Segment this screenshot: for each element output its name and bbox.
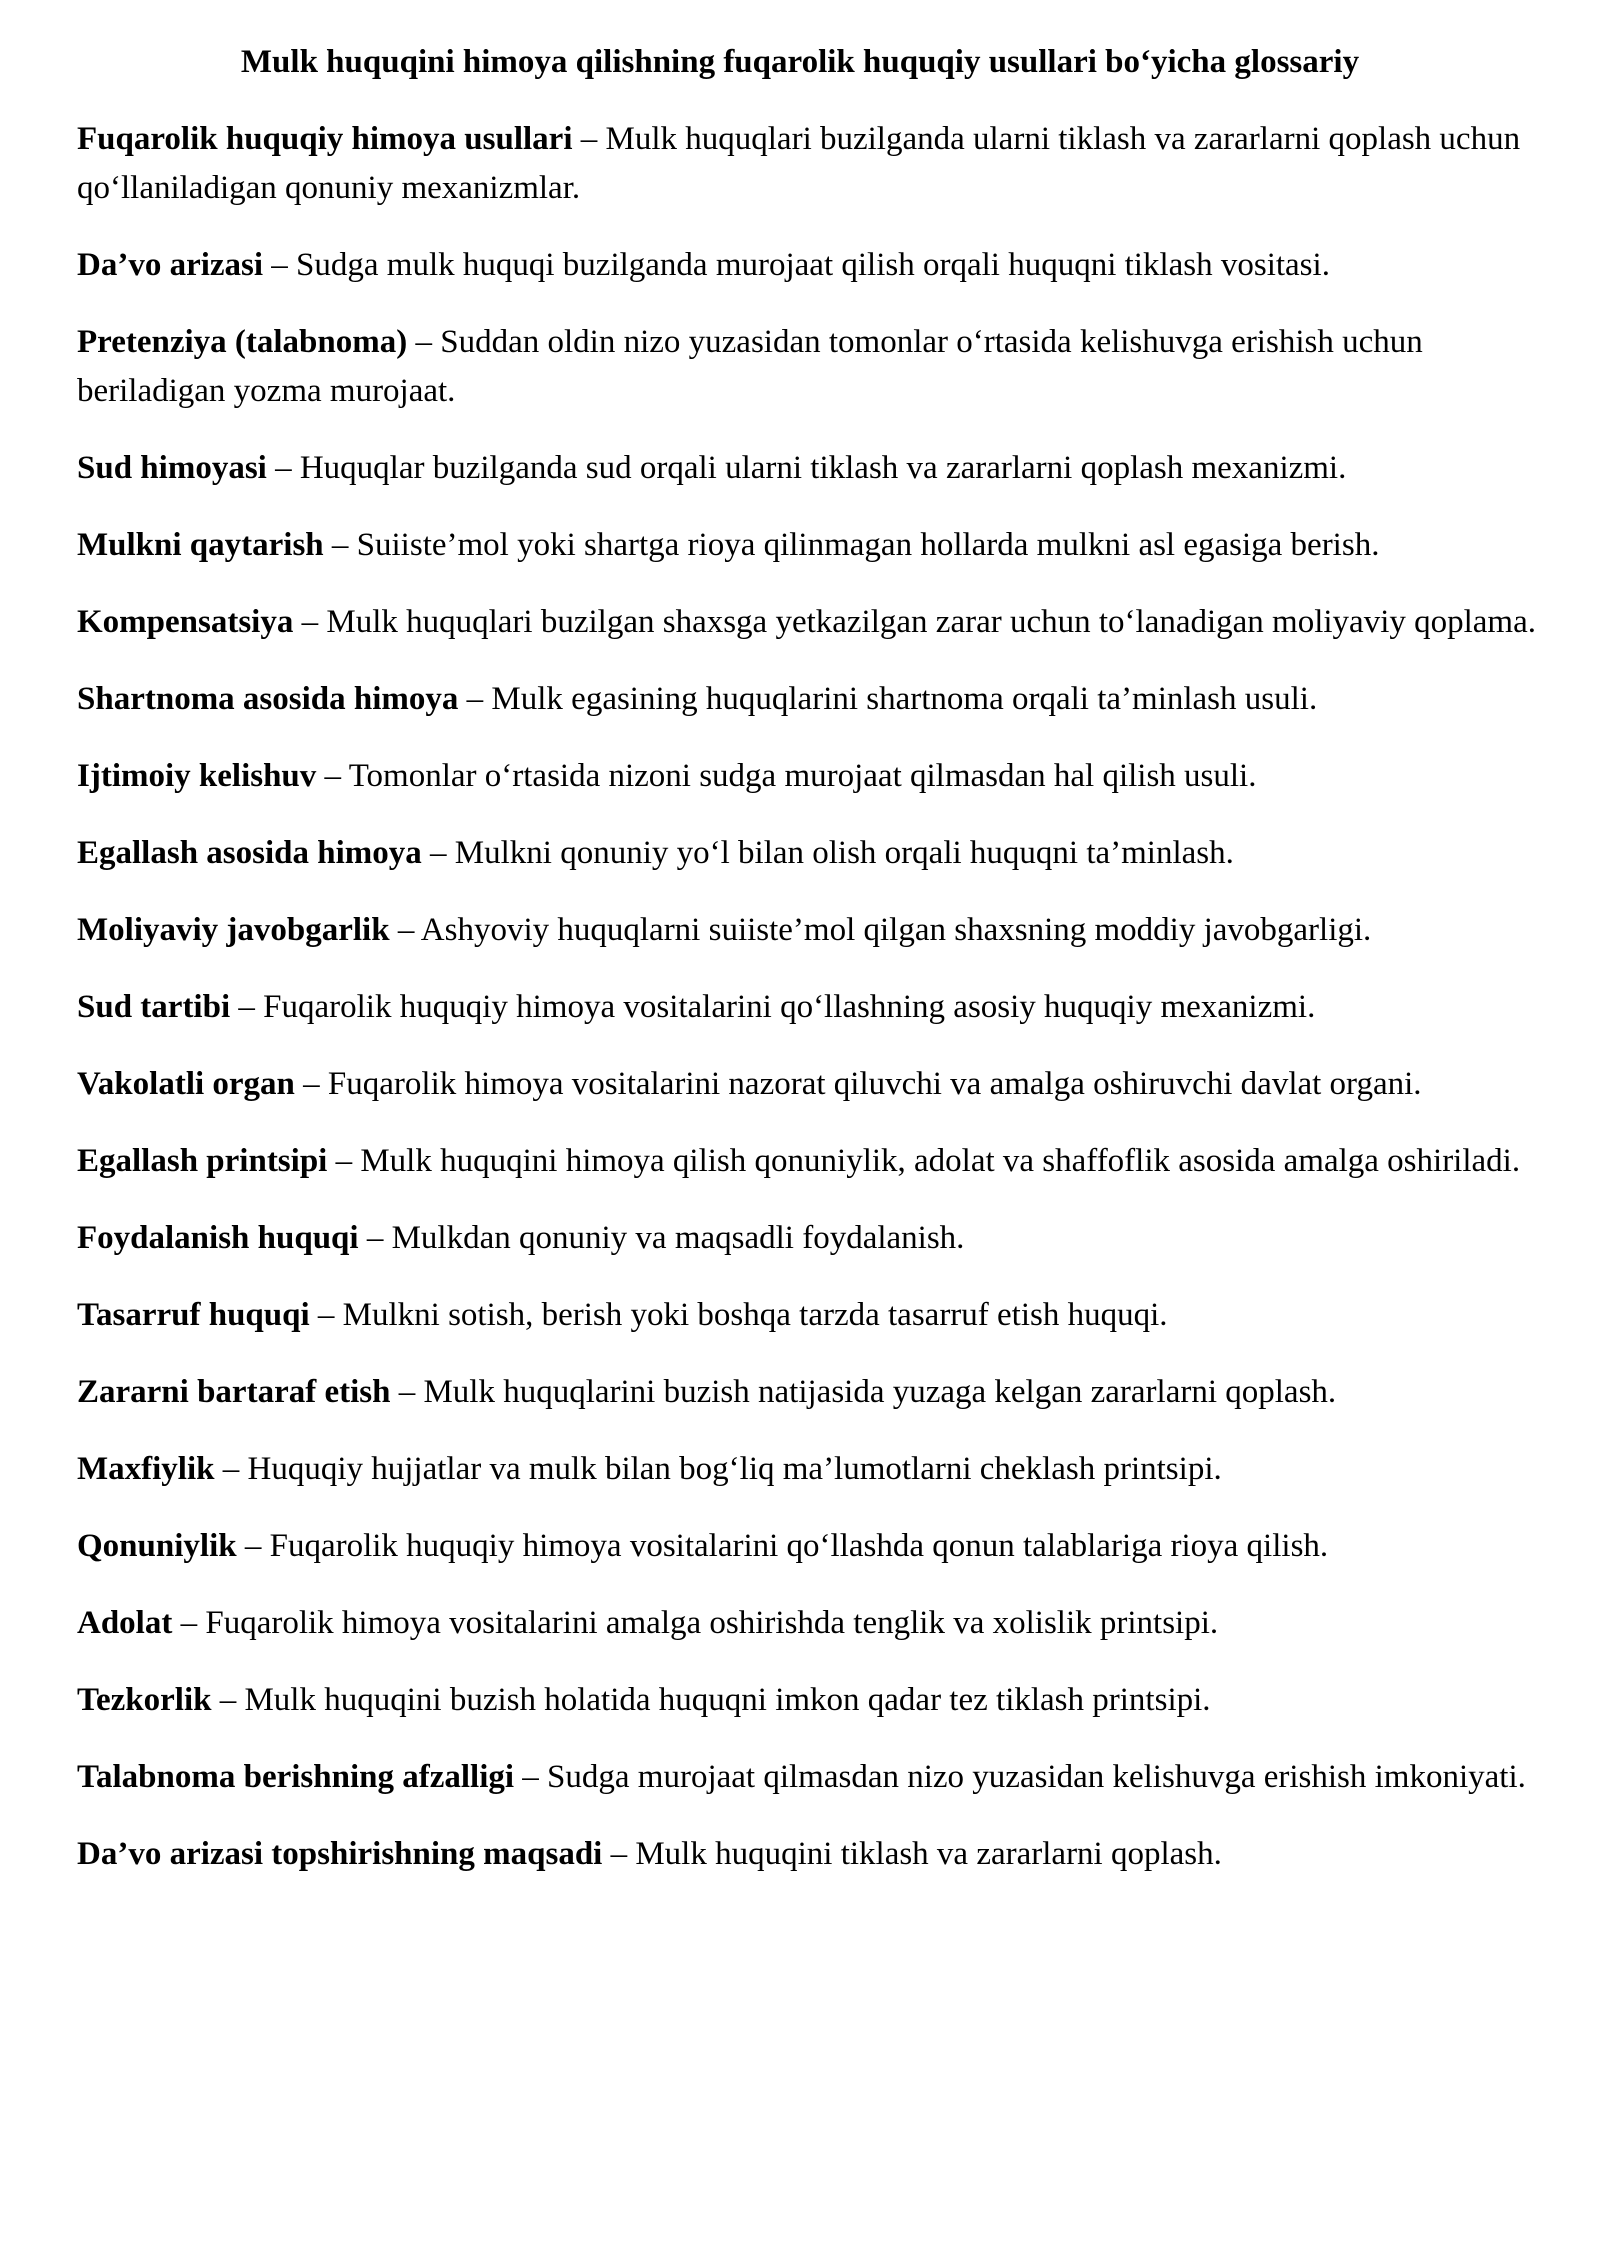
glossary-term: Adolat: [77, 1605, 173, 1641]
glossary-term: Vakolatli organ: [77, 1066, 295, 1102]
glossary-entry: [77, 241, 1547, 290]
term-separator: –: [293, 604, 327, 640]
glossary-definition: Fuqarolik huquqiy himoya vositalarini qo‘llashda qonun talablariga rioya qilish.: [269, 1528, 1329, 1564]
glossary-entry: [77, 675, 1547, 724]
glossary-definition: Fuqarolik himoya vositalarini nazorat qiluvchi va amalga oshiruvchi davlat organi.: [327, 1066, 1422, 1102]
glossary-term: Mulkni qaytarish: [77, 527, 324, 563]
glossary-term: Shartnoma asosida himoya: [77, 681, 459, 717]
glossary-definition: Huquqlar buzilganda sud orqali ularni tiklash va zararlarni qoplash mexanizmi.: [299, 450, 1347, 486]
glossary-entry: [77, 1676, 1547, 1725]
glossary-entry: [77, 983, 1547, 1032]
glossary-definition: Mulk huquqini tiklash va zararlarni qoplash.: [635, 1836, 1222, 1872]
glossary-term: Da’vo arizasi topshirishning maqsadi: [77, 1836, 603, 1872]
glossary-entry: [77, 1291, 1547, 1340]
glossary-term: Egallash printsipi: [77, 1143, 328, 1179]
document-title: Mulk huquqini himoya qilishning fuqarolik huquqiy usullari bo‘yicha glossariy: [240, 44, 1360, 80]
glossary-definition: Suiiste’mol yoki shartga rioya qilinmagan hollarda mulkni asl egasiga berish.: [356, 527, 1380, 563]
glossary-entry: [77, 444, 1547, 493]
term-separator: –: [602, 1836, 636, 1872]
glossary-entry: [77, 1368, 1547, 1417]
term-separator: –: [458, 681, 492, 717]
term-separator: –: [230, 989, 264, 1025]
glossary-entry: [77, 906, 1547, 955]
glossary-definition: Sudga murojaat qilmasdan nizo yuzasidan kelishuvga erishish imkoniyati.: [547, 1759, 1526, 1795]
glossary-definition: Ashyoviy huquqlarni suiiste’mol qilgan shaxsning moddiy javobgarligi.: [420, 912, 1372, 948]
term-separator: –: [407, 324, 441, 360]
term-separator: –: [266, 450, 300, 486]
glossary-term: Sud himoyasi: [77, 450, 267, 486]
glossary-entry: [77, 1753, 1547, 1802]
term-separator: –: [327, 1143, 361, 1179]
glossary-entry: [77, 1445, 1547, 1494]
term-separator: –: [172, 1605, 206, 1641]
glossary-term: Qonuniylik: [77, 1528, 237, 1564]
glossary-definition: Mulkni qonuniy yo‘l bilan olish orqali huquqni ta’minlash.: [454, 835, 1234, 871]
glossary-definition: Mulk egasining huquqlarini shartnoma orqali ta’minlash usuli.: [491, 681, 1318, 717]
glossary-definition: Mulkni sotish, berish yoki boshqa tarzda tasarruf etish huquqi.: [342, 1297, 1168, 1333]
term-separator: –: [316, 758, 349, 794]
glossary-definition: Mulk huquqlari buzilgan shaxsga yetkazilgan zarar uchun to‘lanadigan moliyaviy qoplama.: [326, 604, 1536, 640]
glossary-entry: [77, 1599, 1547, 1648]
glossary-term: Tezkorlik: [77, 1682, 212, 1718]
glossary-entry: [77, 1137, 1547, 1186]
glossary-entry: [77, 115, 1547, 213]
term-separator: –: [309, 1297, 343, 1333]
term-separator: –: [514, 1759, 548, 1795]
glossary-entry: [77, 318, 1547, 416]
glossary-term: Egallash asosida himoya: [77, 835, 422, 871]
term-separator: –: [323, 527, 357, 563]
glossary-term: Tasarruf huquqi: [77, 1297, 310, 1333]
glossary-entry: [77, 752, 1547, 801]
glossary-definition: Mulkdan qonuniy va maqsadli foydalanish.: [391, 1220, 965, 1256]
glossary-definition: Mulk huquqlarini buzish natijasida yuzaga kelgan zararlarni qoplash.: [423, 1374, 1337, 1410]
glossary-definition: Fuqarolik huquqiy himoya vositalarini qo‘llashning asosiy huquqiy mexanizmi.: [263, 989, 1316, 1025]
term-separator: –: [389, 912, 421, 948]
glossary-definition: Mulk huquqlari buzilganda ularni tiklash va zararlarni qoplash uchun qo‘llaniladigan qonuniy mexanizmlar.: [77, 121, 1521, 206]
term-separator: –: [263, 247, 297, 283]
term-separator: –: [390, 1374, 424, 1410]
glossary-entry: [77, 1214, 1547, 1263]
glossary-definition: Mulk huquqini himoya qilish qonuniylik, adolat va shaffoflik asosida amalga oshiriladi.: [360, 1143, 1521, 1179]
glossary-term: Da’vo arizasi: [77, 247, 264, 283]
glossary-entry: [77, 598, 1547, 647]
term-separator: –: [358, 1220, 392, 1256]
term-separator: –: [294, 1066, 328, 1102]
glossary-term: Fuqarolik huquqiy himoya usullari: [77, 121, 573, 157]
glossary-definition: Huquqiy hujjatlar va mulk bilan bog‘liq ma’lumotlarni cheklash printsipi.: [247, 1451, 1222, 1487]
glossary-term: Ijtimoiy kelishuv: [77, 758, 317, 794]
term-separator: –: [572, 121, 606, 157]
glossary-entry: [77, 1830, 1547, 1879]
glossary-term: Sud tartibi: [77, 989, 231, 1025]
term-separator: –: [421, 835, 455, 871]
glossary-entry: [77, 1522, 1547, 1571]
glossary-term: Maxfiylik: [77, 1451, 215, 1487]
term-separator: –: [211, 1682, 245, 1718]
glossary-term: Zararni bartaraf etish: [77, 1374, 391, 1410]
glossary-entry: [77, 521, 1547, 570]
glossary-term: Moliyaviy javobgarlik: [77, 912, 390, 948]
term-separator: –: [236, 1528, 270, 1564]
glossary-term: Foydalanish huquqi: [77, 1220, 359, 1256]
glossary-definition: Mulk huquqini buzish holatida huquqni imkon qadar tez tiklash printsipi.: [244, 1682, 1211, 1718]
glossary-entry: [77, 1060, 1547, 1109]
glossary-definition: Sudga mulk huquqi buzilganda murojaat qilish orqali huquqni tiklash vositasi.: [296, 247, 1330, 283]
glossary-term: Kompensatsiya: [77, 604, 294, 640]
glossary-definition: Fuqarolik himoya vositalarini amalga oshirishda tenglik va xolislik printsipi.: [205, 1605, 1219, 1641]
glossary-term: Pretenziya (talabnoma): [77, 324, 408, 360]
glossary-definition: Tomonlar o‘rtasida nizoni sudga murojaat qilmasdan hal qilish usuli.: [348, 758, 1257, 794]
glossary-definition: Suddan oldin nizo yuzasidan tomonlar o‘rtasida kelishuvga erishish uchun beriladigan yozma murojaat.: [77, 324, 1423, 409]
glossary-entry: [77, 829, 1547, 878]
term-separator: –: [214, 1451, 248, 1487]
glossary-term: Talabnoma berishning afzalligi: [77, 1759, 515, 1795]
glossary-list: [77, 115, 1547, 1907]
